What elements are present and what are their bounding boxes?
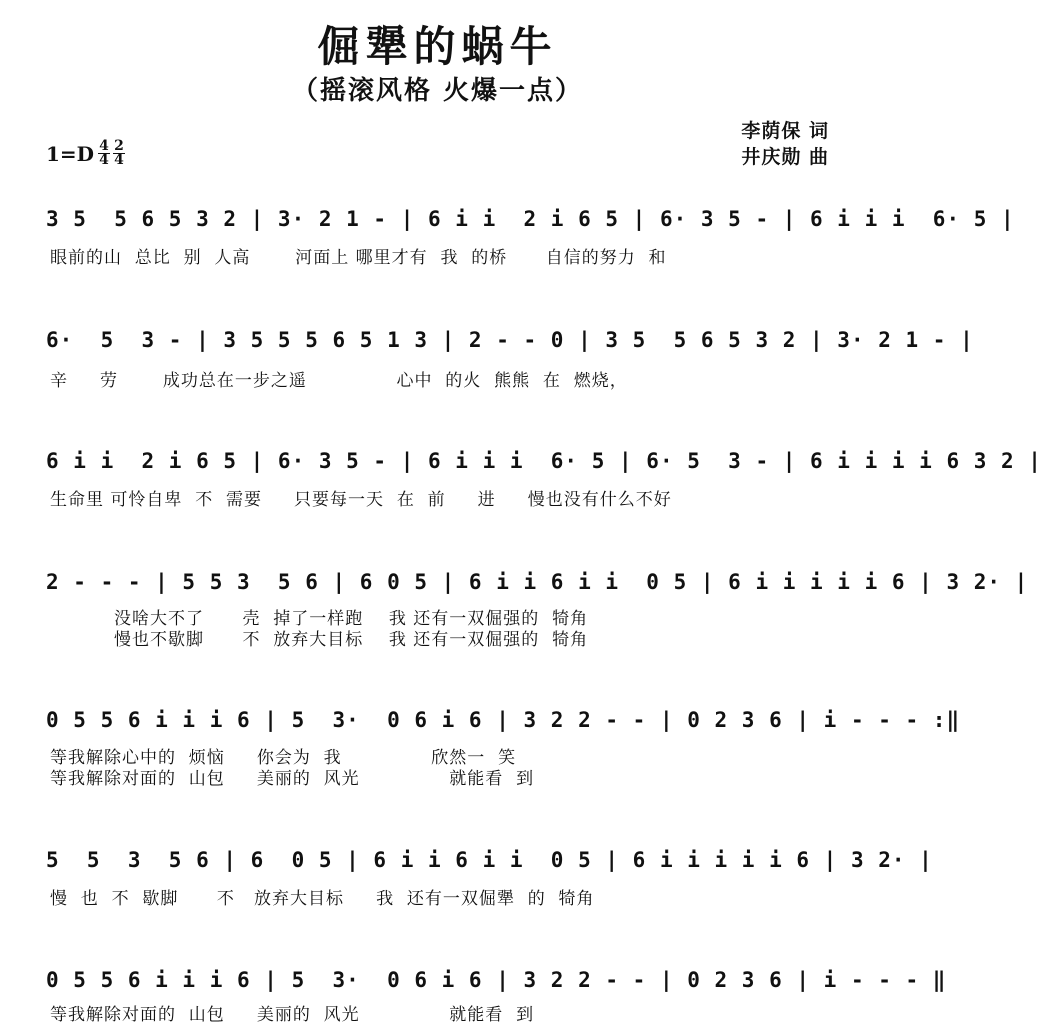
lyrics-line: 生命里 可怜自卑 不 需要 只要每一天 在 前 进 慢也没有什么不好 xyxy=(50,490,672,510)
lyrics-line: 慢 也 不 歇脚 不 放弃大目标 我 还有一双倔犟 的 犄角 xyxy=(50,889,595,909)
meter-denominator: 4 xyxy=(99,152,109,168)
lyrics-line: 辛 劳 成功总在一步之遥 心中 的火 熊熊 在 燃烧， xyxy=(50,371,628,391)
key-signature xyxy=(46,140,125,167)
song-subtitle: （摇滚风格 火爆一点） xyxy=(291,76,584,106)
composer-credit: 井庆勋 曲 xyxy=(741,146,829,168)
notation-line: 0 5 5 6 i i i 6 | 5 3· 0 6 i 6 | 3 2 2 - - | 0 2 3 6 | i - - - :‖ xyxy=(46,708,961,732)
meter-denominator: 4 xyxy=(114,152,124,168)
lyricist-credit: 李荫保 词 xyxy=(741,120,829,142)
meter-numerator: 4 xyxy=(99,138,109,154)
notation-line: 2 - - - | 5 5 3 5 6 | 6 0 5 | 6 i i 6 i i 0 5 | 6 i i i i i 6 | 3 2· | xyxy=(46,570,1029,594)
lyrics-line: 没啥大不了 壳 掉了一样跑 我 还有一双倔强的 犄角 xyxy=(50,609,589,629)
lyrics-line: 等我解除对面的 山包 美丽的 风光 就能看 到 xyxy=(50,1005,535,1025)
lyrics-line: 眼前的山 总比 别 人高 河面上 哪里才有 我 的桥 自信的努力 和 xyxy=(50,248,667,268)
key-label: 1=D xyxy=(46,141,95,166)
notation-line: 6 i i 2 i 6 5 | 6· 3 5 - | 6 i i i 6· 5 | 6· 5 3 - | 6 i i i i 6 3 2 | xyxy=(46,449,1042,473)
notation-line: 0 5 5 6 i i i 6 | 5 3· 0 6 i 6 | 3 2 2 - - | 0 2 3 6 | i - - - ‖ xyxy=(46,968,947,992)
time-signatures xyxy=(98,140,125,167)
lyrics-line: 慢也不歇脚 不 放弃大目标 我 还有一双倔强的 犄角 xyxy=(50,630,589,650)
time-signature xyxy=(113,140,125,167)
meter-numerator: 2 xyxy=(114,138,124,154)
time-signature xyxy=(98,140,110,167)
lyrics-line: 等我解除心中的 烦恼 你会为 我 欣然一 笑 xyxy=(50,748,517,768)
lyrics-line: 等我解除对面的 山包 美丽的 风光 就能看 到 xyxy=(50,769,535,789)
song-title: 倔犟的蜗牛 xyxy=(317,22,558,71)
notation-line: 5 5 3 5 6 | 6 0 5 | 6 i i 6 i i 0 5 | 6 i i i i i 6 | 3 2· | xyxy=(46,848,933,872)
notation-line: 6· 5 3 - | 3 5 5 5 6 5 1 3 | 2 - - 0 | 3 5 5 6 5 3 2 | 3· 2 1 - | xyxy=(46,328,974,352)
notation-line: 3 5 5 6 5 3 2 | 3· 2 1 - | 6 i i 2 i 6 5 | 6· 3 5 - | 6 i i i 6· 5 | xyxy=(46,207,1015,231)
